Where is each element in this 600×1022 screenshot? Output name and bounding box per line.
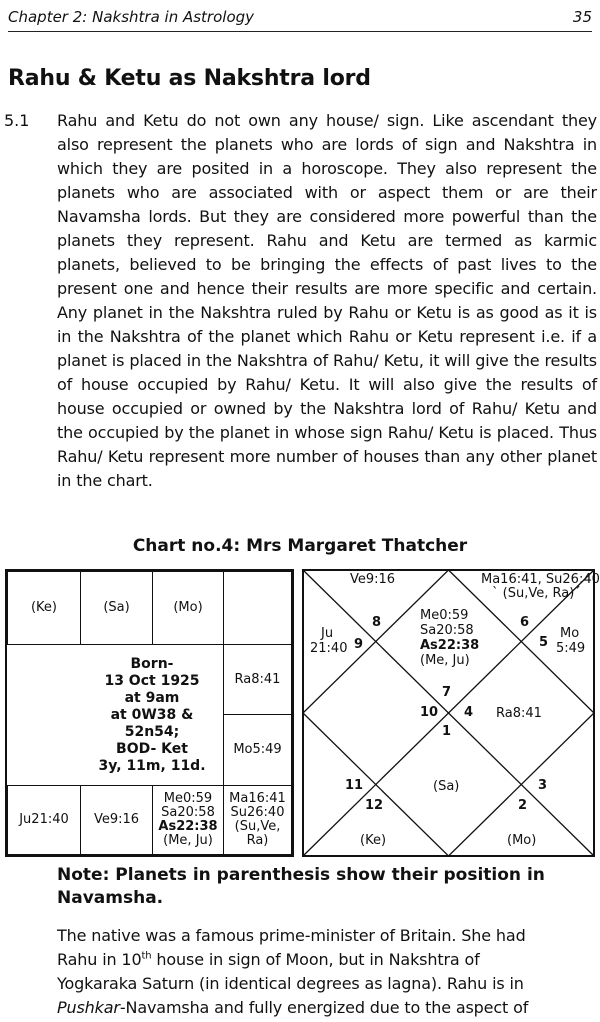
body-paragraph-2: [57, 924, 597, 1020]
sign-number-11: 11: [345, 778, 364, 793]
house-11-planets-2: ` (Su,Ve, Ra)´: [492, 586, 581, 601]
cell-aries: [80, 571, 153, 645]
page-header: [8, 4, 592, 26]
cell-sagittarius-text: Ju21:40: [19, 812, 69, 827]
cell-virgo-line-4: Ra): [246, 833, 269, 848]
para2-italic-word: Pushkar: [57, 998, 120, 1017]
cell-pisces-text: (Ke): [30, 600, 58, 615]
birth-line-1: Born-: [130, 656, 174, 672]
cell-leo: [223, 714, 292, 786]
para2-line-4: [57, 996, 597, 1020]
sign-number-7: 7: [442, 685, 452, 700]
cell-scorpio: [80, 785, 153, 855]
section-title: Rahu & Ketu as Nakshtra lord: [8, 66, 371, 91]
para2-line-3: Yogkaraka Saturn (in identical degrees as lagna). Rahu is in: [57, 974, 524, 993]
cell-libra: [152, 785, 224, 855]
cell-virgo-line-1: Ma16:41: [229, 791, 286, 806]
house-6-planets: (Ke): [360, 833, 387, 848]
body-paragraph: Rahu and Ketu do not own any house/ sign. Like ascendant they also represent the planets who are lords of sign and Nakshtra in which they are posited in a horoscope. They also represent the planets who are associated with or aspect them or are their Navamsha lords. But they are considered more powerful than the planets they represent. Rahu and Ketu are termed as karmic planets, believed to be bringing the effects of past lives to the present one and hence their results are more specific and certain. Any planet in the Nakshtra ruled by Rahu or Ketu is as good as it is in the Nakshtra of the planet which Rahu or Ketu represent i.e. if a planet is placed in the Nakshtra of Rahu/ Ketu, it will give the results of house occupied by Rahu/ Ketu. It will also give the results of house occupied or owned by the Nakshtra lord of Rahu/ Ketu and the occupied by the planet in whose sign Rahu/ Ketu is placed. Thus Rahu/ Ketu represent more number of houses than any other planet in the chart.: [57, 111, 597, 490]
birth-details: [82, 646, 222, 785]
cell-gemini: [223, 571, 292, 645]
cell-aries-text: (Sa): [103, 600, 130, 615]
para2-superscript: th: [141, 950, 152, 962]
cell-libra-line-1: Me0:59: [163, 791, 213, 806]
cell-libra-line-2: Sa20:58: [161, 805, 215, 820]
para2-line-2a: Rahu in 10: [57, 950, 142, 969]
para2-line-2b: house in sign of Moon, but in Nakshtra of: [151, 950, 480, 969]
birth-line-7: 3y, 11m, 11d.: [98, 758, 206, 774]
sign-number-10: 10: [420, 705, 439, 720]
page-number: 35: [572, 8, 592, 26]
para2-line-4-rest: -Navamsha and fully energized due to the aspect of: [119, 998, 529, 1017]
cell-pisces: [7, 571, 81, 645]
birth-line-2: 13 Oct 1925: [104, 673, 200, 689]
sign-number-1: 1: [442, 724, 452, 739]
birth-line-3: at 9am: [124, 690, 180, 706]
header-rule: [8, 31, 592, 32]
chapter-title: Chapter 2: Nakshtra in Astrology: [8, 8, 255, 26]
house-2-planets-2: 21:40: [310, 641, 348, 656]
para2-line-1: The native was a famous prime-minister of Britain. She had: [57, 926, 526, 945]
cell-scorpio-text: Ve9:16: [93, 812, 140, 827]
cell-leo-text: Mo5:49: [233, 742, 282, 757]
house-10-planets-1: Mo: [560, 626, 580, 641]
house-12-planets: Ve9:16: [350, 572, 396, 587]
paragraph-number: 5.1: [4, 111, 30, 130]
sign-number-8: 8: [372, 615, 382, 630]
cell-cancer: [223, 644, 292, 715]
house-11-planets-1: Ma16:41, Su26:40: [481, 572, 600, 587]
house-1-planets-3: As22:38: [420, 638, 480, 653]
para2-line-2: [57, 948, 597, 972]
sign-number-9: 9: [354, 637, 364, 652]
chart-title: Chart no.4: Mrs Margaret Thatcher: [132, 536, 468, 556]
house-1-planets-4: (Me, Ju): [420, 653, 470, 668]
south-indian-chart: [5, 569, 294, 857]
house-10-planets-2: 5:49: [556, 641, 586, 656]
house-8-planets: (Mo): [507, 833, 537, 848]
sign-number-2: 2: [518, 798, 528, 813]
cell-virgo-line-3: (Su,Ve,: [234, 819, 281, 834]
sign-number-12: 12: [365, 798, 384, 813]
sign-number-3: 3: [538, 778, 548, 793]
sign-number-4: 4: [464, 705, 474, 720]
cell-libra-line-4: (Me, Ju): [163, 833, 213, 848]
house-7-planets: (Sa): [433, 779, 460, 794]
birth-line-6: BOD- Ket: [116, 741, 188, 757]
chart-note: Note: Planets in parenthesis show their position in Navamsha.: [57, 865, 545, 908]
house-2-planets-1: Ju: [321, 626, 334, 641]
cell-sagittarius: [7, 785, 81, 855]
house-9-planets: Ra8:41: [496, 706, 542, 721]
cell-cancer-text: Ra8:41: [234, 671, 281, 687]
sign-number-6: 6: [520, 615, 530, 630]
cell-taurus: [152, 571, 224, 645]
cell-virgo: [223, 785, 292, 855]
cell-libra-line-3: As22:38: [158, 819, 218, 834]
house-1-planets-1: Me0:59: [420, 608, 469, 623]
birth-line-4: at 0W38 &: [110, 707, 194, 723]
north-indian-chart: [302, 569, 600, 857]
birth-line-5: 52n54;: [124, 724, 180, 740]
cell-virgo-line-2: Su26:40: [230, 805, 285, 820]
sign-number-5: 5: [539, 635, 549, 650]
cell-taurus-text: (Mo): [173, 600, 203, 615]
house-1-planets-2: Sa20:58: [420, 623, 474, 638]
